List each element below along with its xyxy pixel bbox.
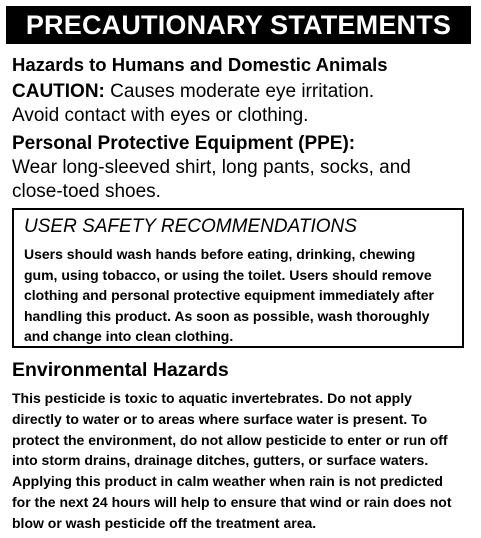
user-safety-line: Users should wash hands before eating, drinking, chewing xyxy=(24,246,416,262)
environmental-hazards-heading: Environmental Hazards xyxy=(12,359,229,381)
environmental-line: This pesticide is toxic to aquatic invertebrates. Do not apply xyxy=(12,390,412,406)
user-safety-text xyxy=(24,244,456,347)
caution-statement xyxy=(12,80,472,128)
ppe-heading: Personal Protective Equipment (PPE): xyxy=(12,133,356,154)
ppe-line: close-toed shoes. xyxy=(12,181,161,202)
environmental-line: for the next 24 hours will help to ensure that wind or rain does not xyxy=(12,493,452,510)
environmental-line: directly to water or to areas where surface water is present. To xyxy=(12,410,428,427)
precautionary-statements-banner: PRECAUTIONARY STATEMENTS xyxy=(6,6,471,44)
ppe-text xyxy=(12,156,472,204)
avoid-contact-line: Avoid contact with eyes or clothing. xyxy=(12,105,309,126)
ppe-line: Wear long-sleeved shirt, long pants, socks, and xyxy=(12,157,411,178)
user-safety-heading: USER SAFETY RECOMMENDATIONS xyxy=(24,216,357,237)
caution-text: Causes moderate eye irritation. xyxy=(104,81,375,102)
user-safety-box xyxy=(12,208,464,348)
hazards-heading: Hazards to Humans and Domestic Animals xyxy=(12,54,388,75)
user-safety-line: clothing and personal protective equipment immediately after xyxy=(24,287,434,303)
environmental-line: into storm drains, drainage ditches, gutters, or surface waters. xyxy=(12,452,429,469)
user-safety-line: gum, using tobacco, or using the toilet. Users should remove xyxy=(24,266,432,283)
environmental-hazards-text xyxy=(12,388,474,534)
caution-line xyxy=(12,80,472,104)
user-safety-line: and change into clean clothing. xyxy=(24,328,234,344)
environmental-line: blow or wash pesticide off the treatment area. xyxy=(12,514,317,531)
caution-label: CAUTION: xyxy=(12,81,105,102)
environmental-line: protect the environment, do not allow pesticide to enter or run off xyxy=(12,431,448,448)
user-safety-line: handling this product. As soon as possible, wash thoroughly xyxy=(24,307,430,324)
environmental-line: Applying this product in calm weather when rain is not predicted xyxy=(12,473,443,490)
